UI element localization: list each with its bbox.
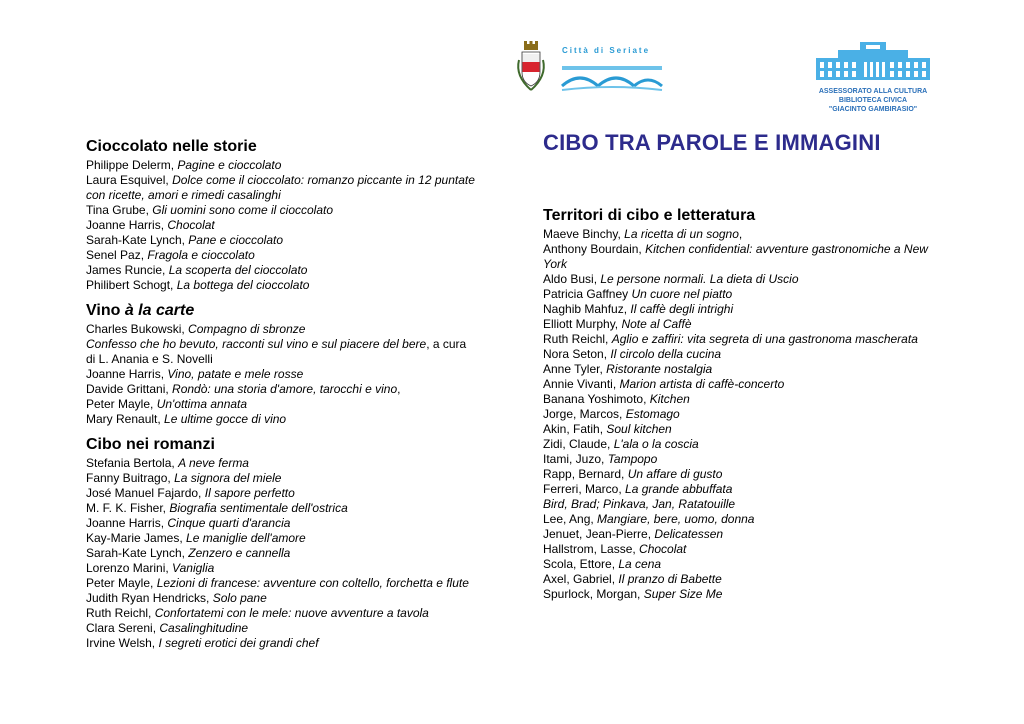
right-column — [543, 206, 943, 602]
section-heading — [86, 301, 476, 320]
entry-title: Chocolat — [167, 218, 215, 232]
entry-title: Estomago — [625, 407, 680, 421]
book-entry — [543, 422, 943, 437]
book-entry — [86, 486, 476, 501]
entry-author: Ruth Reichl, — [86, 606, 155, 620]
entry-title: Casalinghitudine — [159, 621, 249, 635]
entry-author: Maeve Binchy, — [543, 227, 625, 241]
entry-title: Un cuore nel piatto — [631, 287, 733, 301]
book-entry — [86, 636, 476, 651]
entry-title: L'ala o la coscia — [613, 437, 699, 451]
section — [86, 435, 476, 651]
entry-title: Pagine e cioccolato — [177, 158, 282, 172]
entry-author: Peter Mayle, — [86, 397, 157, 411]
section-heading: Cioccolato nelle storie — [86, 138, 257, 155]
entry-author: Charles Bukowski, — [86, 322, 189, 336]
entry-author: Ruth Reichl, — [543, 332, 612, 346]
book-entry — [543, 377, 943, 392]
book-entry — [86, 531, 476, 546]
entry-author: Clara Sereni, — [86, 621, 160, 635]
entry-author: James Runcie, — [86, 263, 169, 277]
entry-author: Akin, Fatih, — [543, 422, 607, 436]
entry-author: Anthony Bourdain, — [543, 242, 646, 256]
book-entry — [543, 347, 943, 362]
entry-title: Cinque quarti d'arancia — [167, 516, 291, 530]
book-entry — [86, 397, 476, 412]
library-building-icon — [810, 40, 936, 84]
book-entry — [543, 512, 943, 527]
entry-title: La grande abbuffata — [625, 482, 733, 496]
entry-title: La scoperta del cioccolato — [168, 263, 308, 277]
book-entry — [86, 456, 476, 471]
entry-title: Un'ottima annata — [156, 397, 248, 411]
entry-title: Zenzero e cannella — [188, 546, 291, 560]
entry-title: Bird, Brad; Pinkava, Jan, Ratatouille — [543, 497, 736, 511]
book-entry — [543, 542, 943, 557]
book-entry — [543, 467, 943, 482]
entry-title: Aglio e zaffiri: vita segreta di una gastronoma mascherata — [611, 332, 918, 346]
entry-title: Mangiare, bere, uomo, donna — [597, 512, 755, 526]
entry-title: Solo pane — [212, 591, 267, 605]
entry-title: Compagno di sbronze — [188, 322, 306, 336]
section — [86, 137, 476, 293]
entry-author: Jorge, Marcos, — [543, 407, 626, 421]
entry-title: Ristorante nostalgia — [606, 362, 713, 376]
entry-author: Stefania Bertola, — [86, 456, 179, 470]
library-line-2: BIBLIOTECA CIVICA — [838, 97, 908, 104]
book-entry — [86, 412, 476, 427]
section-heading: Cibo nei romanzi — [86, 436, 215, 453]
book-entry — [543, 527, 943, 542]
entry-title: Rondò: una storia d'amore, tarocchi e vino — [172, 382, 398, 396]
entry-title: Le maniglie dell'amore — [186, 531, 306, 545]
entry-author: Elliott Murphy, — [543, 317, 622, 331]
book-entry — [86, 263, 476, 278]
book-entry — [543, 482, 943, 497]
entry-title: La ricetta di un sogno — [624, 227, 739, 241]
book-entry — [543, 407, 943, 422]
entry-author: Rapp, Bernard, — [543, 467, 628, 481]
seriate-crest-icon — [500, 32, 672, 114]
entry-author: Sarah-Kate Lynch, — [86, 546, 189, 560]
book-entry — [543, 332, 943, 347]
entry-author: José Manuel Fajardo, — [86, 486, 205, 500]
book-entry — [86, 561, 476, 576]
entry-author: Patricia Gaffney — [543, 287, 632, 301]
book-entry — [86, 278, 476, 293]
book-entry — [86, 576, 476, 591]
entry-author: Ferreri, Marco, — [543, 482, 626, 496]
entry-author: Zidi, Claude, — [543, 437, 614, 451]
book-entry — [543, 497, 943, 512]
book-entry — [86, 471, 476, 486]
entry-author: Nora Seton, — [543, 347, 611, 361]
book-entry — [543, 587, 943, 602]
book-entry — [86, 591, 476, 606]
entry-author: Lee, Ang, — [543, 512, 598, 526]
entry-author: Joanne Harris, — [86, 516, 168, 530]
entry-author: Tina Grube, — [86, 203, 153, 217]
entry-author: Jenuet, Jean-Pierre, — [543, 527, 655, 541]
seriate-logo-text: Città di Seriate — [562, 46, 651, 55]
entry-author-after: , — [397, 382, 401, 396]
book-entry — [86, 322, 476, 337]
entry-title: Confortatemi con le mele: nuove avventure a tavola — [154, 606, 429, 620]
book-entry — [543, 227, 943, 242]
entry-author: Mary Renault, — [86, 412, 165, 426]
entry-author: Itami, Juzo, — [543, 452, 608, 466]
entry-title: Gli uomini sono come il cioccolato — [152, 203, 334, 217]
entry-title: Vaniglia — [172, 561, 215, 575]
entry-author: Philibert Schogt, — [86, 278, 177, 292]
entry-title: Le persone normali. La dieta di Uscio — [600, 272, 799, 286]
entry-title: Il caffè degli intrighi — [630, 302, 734, 316]
entry-title: La cena — [618, 557, 662, 571]
entry-author: Senel Paz, — [86, 248, 148, 262]
page-title: CIBO TRA PAROLE E IMMAGINI — [543, 130, 881, 155]
entry-title: Il circolo della cucina — [610, 347, 722, 361]
entry-author: Anne Tyler, — [543, 362, 607, 376]
citta-di-seriate-logo — [500, 32, 672, 114]
book-entry — [86, 621, 476, 636]
book-entry — [86, 158, 476, 173]
entry-title: Kitchen — [649, 392, 690, 406]
entry-author: Banana Yoshimoto, — [543, 392, 650, 406]
entry-author: Philippe Delerm, — [86, 158, 178, 172]
entry-title: Il pranzo di Babette — [618, 572, 722, 586]
book-entry — [86, 173, 476, 203]
book-entry — [86, 337, 476, 367]
entry-author: Kay-Marie James, — [86, 531, 187, 545]
book-entry — [86, 606, 476, 621]
entry-author: Judith Ryan Hendricks, — [86, 591, 213, 605]
entry-author: Laura Esquivel, — [86, 173, 173, 187]
book-entry — [543, 392, 943, 407]
entry-title: Delicatessen — [654, 527, 724, 541]
entry-author: Naghib Mahfuz, — [543, 302, 631, 316]
entry-author: Annie Vivanti, — [543, 377, 620, 391]
entry-title: Soul kitchen — [606, 422, 672, 436]
entry-title: La bottega del cioccolato — [176, 278, 310, 292]
entry-author: Scola, Ettore, — [543, 557, 619, 571]
book-entry — [543, 557, 943, 572]
entry-author: Irvine Welsh, — [86, 636, 159, 650]
entry-title: Confesso che ho bevuto, racconti sul vino e sul piacere del bere — [86, 337, 427, 351]
book-entry — [543, 302, 943, 317]
entry-title: Note al Caffè — [621, 317, 692, 331]
book-entry — [86, 248, 476, 263]
entry-author-after: , — [738, 227, 743, 241]
entry-author: Lorenzo Marini, — [86, 561, 173, 575]
book-entry — [543, 317, 943, 332]
entry-title: Le ultime gocce di vino — [164, 412, 287, 426]
heading-plain: Vino — [86, 302, 125, 319]
book-entry — [86, 233, 476, 248]
book-entry — [543, 572, 943, 587]
entry-author-after: , a cura di L. Anania e S. Novelli — [86, 337, 467, 366]
entry-author: Spurlock, Morgan, — [543, 587, 644, 601]
book-entry — [86, 203, 476, 218]
book-entry — [543, 452, 943, 467]
book-entry — [86, 546, 476, 561]
entry-title: La signora del miele — [174, 471, 282, 485]
book-entry — [86, 218, 476, 233]
book-entry — [86, 382, 476, 397]
entry-title: Pane e cioccolato — [188, 233, 284, 247]
entry-title: Chocolat — [639, 542, 687, 556]
book-entry — [543, 242, 943, 272]
book-entry — [543, 272, 943, 287]
entry-author: Joanne Harris, — [86, 367, 168, 381]
entry-author: Aldo Busi, — [543, 272, 601, 286]
book-entry — [543, 362, 943, 377]
entry-title: I segreti erotici dei grandi chef — [158, 636, 319, 650]
entry-author: Sarah-Kate Lynch, — [86, 233, 189, 247]
entry-author: Peter Mayle, — [86, 576, 157, 590]
book-entry — [86, 501, 476, 516]
section-heading: Territori di cibo e letteratura — [543, 207, 756, 224]
section — [86, 301, 476, 427]
entry-title: Fragola e cioccolato — [147, 248, 255, 262]
library-line-3: "GIACINTO GAMBIRASIO" — [828, 106, 918, 113]
book-entry — [86, 367, 476, 382]
entry-title: Vino, patate e mele rosse — [167, 367, 304, 381]
entry-title: Super Size Me — [643, 587, 723, 601]
entry-author: Joanne Harris, — [86, 218, 168, 232]
entry-author: Hallstrom, Lasse, — [543, 542, 640, 556]
entry-title: Marion artista di caffè-concerto — [619, 377, 785, 391]
entry-title: Un affare di gusto — [627, 467, 723, 481]
left-column — [86, 137, 476, 651]
book-entry — [543, 437, 943, 452]
entry-title: Kitchen confidential: avventure gastronomiche a New York — [543, 242, 928, 271]
entry-title: Biografia sentimentale dell'ostrica — [169, 501, 348, 515]
library-line-1: ASSESSORATO ALLA CULTURA — [818, 88, 928, 95]
entry-title: Tampopo — [607, 452, 658, 466]
entry-title: Lezioni di francese: avventure con coltello, forchetta e flute — [156, 576, 469, 590]
entry-author: M. F. K. Fisher, — [86, 501, 170, 515]
book-entry — [543, 287, 943, 302]
entry-title: Il sapore perfetto — [204, 486, 295, 500]
book-entry — [86, 516, 476, 531]
entry-author: Axel, Gabriel, — [543, 572, 619, 586]
entry-author: Fanny Buitrago, — [86, 471, 175, 485]
entry-title: Dolce come il cioccolato: romanzo piccante in 12 puntate con ricette, amori e rimedi casalinghi — [86, 173, 475, 202]
biblioteca-logo — [810, 40, 936, 120]
entry-title: A neve ferma — [178, 456, 249, 470]
heading-italic: à la carte — [124, 302, 195, 319]
entry-author: Davide Grittani, — [86, 382, 173, 396]
